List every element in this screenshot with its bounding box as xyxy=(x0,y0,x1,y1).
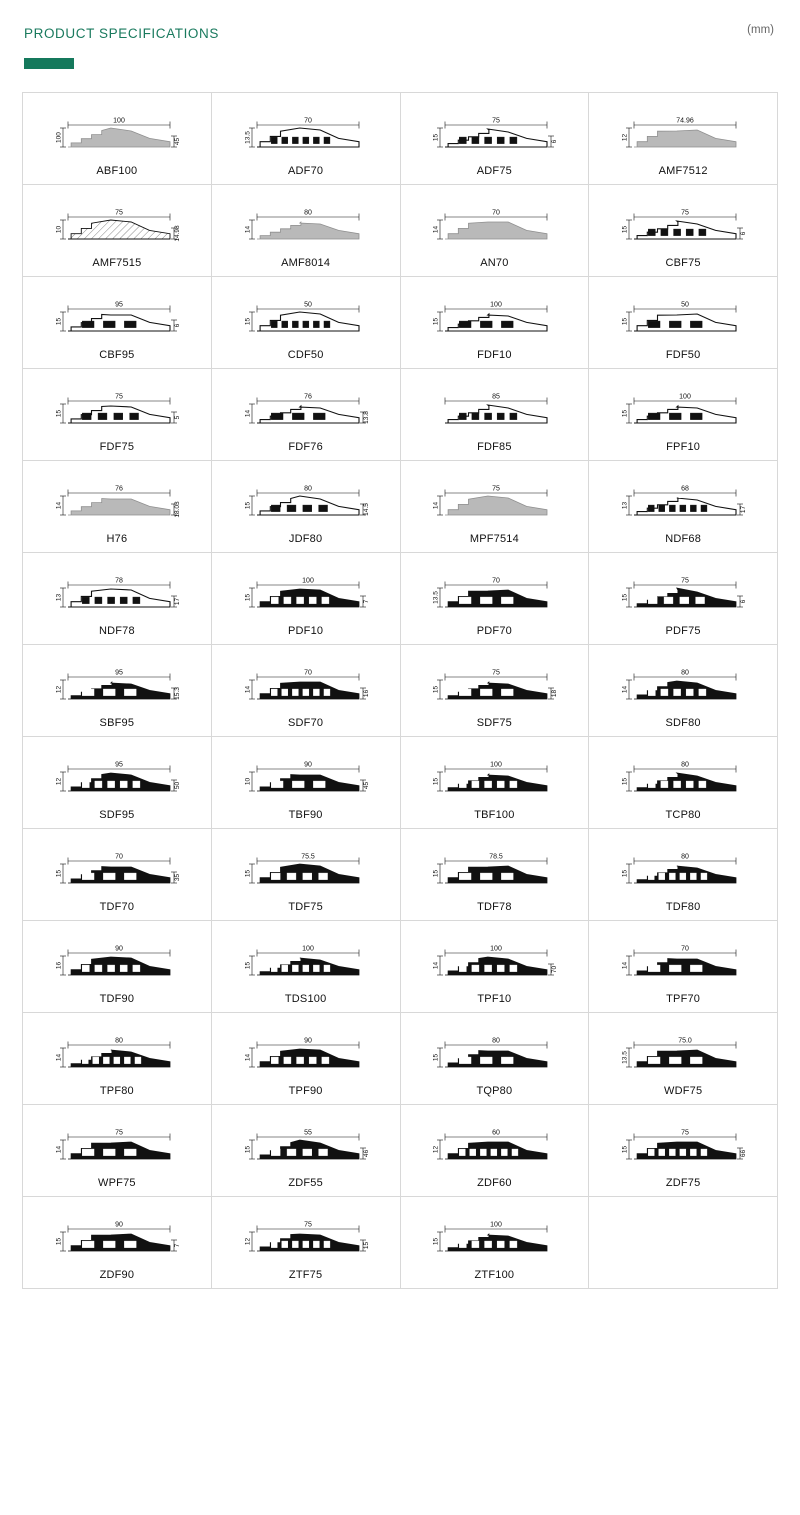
page-header xyxy=(0,0,800,92)
svg-text:13.5: 13.5 xyxy=(244,130,252,144)
product-code-label: TDF75 xyxy=(288,901,323,913)
svg-text:70: 70 xyxy=(303,117,312,124)
svg-text:75: 75 xyxy=(303,1221,312,1228)
product-cell xyxy=(23,369,212,461)
svg-text:14: 14 xyxy=(244,1053,252,1061)
svg-text:45: 45 xyxy=(362,781,370,789)
profile-diagram xyxy=(23,377,211,442)
product-code-label: H76 xyxy=(106,533,128,545)
profile-diagram xyxy=(589,193,777,258)
product-cell xyxy=(401,553,590,645)
profile-diagram xyxy=(401,561,589,626)
svg-text:17: 17 xyxy=(173,597,181,605)
profile-diagram xyxy=(589,377,777,442)
svg-text:15: 15 xyxy=(432,869,440,877)
product-cell xyxy=(589,553,778,645)
product-code-label: ZTF75 xyxy=(288,1269,323,1281)
svg-text:18.03: 18.03 xyxy=(173,500,181,518)
profile-diagram xyxy=(589,469,777,534)
product-cell xyxy=(401,369,590,461)
svg-text:16: 16 xyxy=(362,689,370,697)
product-code-label: ZDF75 xyxy=(665,1177,701,1189)
profile-diagram xyxy=(589,1021,777,1086)
svg-text:18: 18 xyxy=(551,689,559,697)
svg-text:6: 6 xyxy=(551,139,559,143)
svg-text:15: 15 xyxy=(55,409,63,417)
profile-diagram xyxy=(589,745,777,810)
svg-text:12: 12 xyxy=(55,777,63,785)
product-code-label: TDF78 xyxy=(477,901,512,913)
profile-diagram xyxy=(212,377,400,442)
product-cell xyxy=(589,1105,778,1197)
product-code-label: ZDF90 xyxy=(99,1269,135,1281)
svg-text:15: 15 xyxy=(244,593,252,601)
svg-text:80: 80 xyxy=(681,853,690,860)
product-code-label: SDF75 xyxy=(476,717,512,729)
svg-text:15: 15 xyxy=(432,317,440,325)
svg-text:15: 15 xyxy=(432,1053,440,1061)
svg-text:14: 14 xyxy=(55,501,63,509)
svg-text:100: 100 xyxy=(679,393,691,400)
profile-diagram xyxy=(212,193,400,258)
product-cell xyxy=(589,461,778,553)
svg-text:6: 6 xyxy=(740,231,748,235)
title-underline-bar xyxy=(24,58,74,69)
profile-diagram xyxy=(401,285,589,350)
profile-diagram xyxy=(23,193,211,258)
profile-diagram xyxy=(23,1113,211,1178)
svg-text:95: 95 xyxy=(114,669,123,676)
product-code-label: TBF100 xyxy=(474,809,515,821)
svg-text:13.5: 13.5 xyxy=(621,1050,629,1064)
svg-text:15: 15 xyxy=(432,1237,440,1245)
product-code-label: MPF7514 xyxy=(469,533,519,545)
product-cell xyxy=(212,1013,401,1105)
svg-text:80: 80 xyxy=(114,1037,123,1044)
product-cell xyxy=(212,1105,401,1197)
svg-text:14: 14 xyxy=(621,685,629,693)
svg-text:15: 15 xyxy=(55,1237,63,1245)
profile-diagram xyxy=(401,193,589,258)
product-cell xyxy=(401,461,590,553)
svg-text:76: 76 xyxy=(303,393,312,400)
svg-text:6: 6 xyxy=(173,323,181,327)
profile-diagram xyxy=(212,1113,400,1178)
product-cell xyxy=(23,1197,212,1289)
product-cell xyxy=(212,277,401,369)
svg-text:100: 100 xyxy=(490,1221,503,1228)
svg-text:7: 7 xyxy=(173,1243,181,1247)
svg-text:15: 15 xyxy=(432,133,440,141)
svg-text:15: 15 xyxy=(621,593,629,601)
product-cell xyxy=(23,277,212,369)
svg-text:15: 15 xyxy=(244,1145,252,1153)
product-code-label: NDF78 xyxy=(98,625,135,637)
svg-text:14.5: 14.5 xyxy=(362,502,370,516)
profile-diagram xyxy=(401,101,589,166)
svg-text:80: 80 xyxy=(492,1037,501,1044)
product-cell xyxy=(212,553,401,645)
product-code-label: PDF75 xyxy=(665,625,701,637)
product-cell xyxy=(401,185,590,277)
product-code-label: AMF8014 xyxy=(281,257,331,269)
product-code-label: TPF70 xyxy=(666,993,701,1005)
svg-text:75.5: 75.5 xyxy=(300,853,315,860)
svg-text:75: 75 xyxy=(681,577,690,584)
svg-text:10: 10 xyxy=(244,777,252,785)
svg-text:70: 70 xyxy=(492,209,501,216)
product-cell xyxy=(212,93,401,185)
product-cell xyxy=(212,185,401,277)
profile-diagram xyxy=(589,561,777,626)
svg-text:75.0: 75.0 xyxy=(678,1037,692,1044)
svg-text:15.3: 15.3 xyxy=(173,686,181,700)
profile-diagram xyxy=(23,469,211,534)
product-code-label: TPF90 xyxy=(288,1085,323,1097)
svg-text:15: 15 xyxy=(55,869,63,877)
profile-diagram xyxy=(401,1021,589,1086)
profile-diagram xyxy=(212,929,400,994)
product-code-label: WDF75 xyxy=(663,1085,703,1097)
svg-text:15: 15 xyxy=(621,1145,629,1153)
profile-diagram xyxy=(212,1021,400,1086)
product-cell xyxy=(401,737,590,829)
product-cell xyxy=(23,93,212,185)
svg-text:78.5: 78.5 xyxy=(489,853,504,860)
profile-diagram xyxy=(23,101,211,166)
product-cell xyxy=(589,93,778,185)
profile-diagram xyxy=(589,285,777,350)
svg-text:75: 75 xyxy=(114,209,123,216)
svg-text:13.8: 13.8 xyxy=(362,410,370,424)
svg-text:76: 76 xyxy=(114,485,123,492)
svg-text:75: 75 xyxy=(114,393,123,400)
product-cell xyxy=(589,921,778,1013)
profile-diagram xyxy=(401,1205,589,1270)
profile-diagram xyxy=(212,561,400,626)
product-cell xyxy=(23,1013,212,1105)
svg-text:17: 17 xyxy=(740,505,748,513)
svg-text:15: 15 xyxy=(55,317,63,325)
svg-text:100: 100 xyxy=(55,131,63,143)
product-cell xyxy=(589,829,778,921)
svg-text:15: 15 xyxy=(362,1241,370,1249)
page-title: PRODUCT SPECIFICATIONS xyxy=(24,26,219,41)
profile-diagram xyxy=(23,285,211,350)
profile-diagram xyxy=(401,745,589,810)
product-code-label: JDF80 xyxy=(288,533,323,545)
svg-text:70: 70 xyxy=(114,853,123,860)
product-code-label: FDF76 xyxy=(288,441,323,453)
svg-text:100: 100 xyxy=(113,117,125,124)
svg-text:75: 75 xyxy=(492,117,501,124)
svg-text:60: 60 xyxy=(492,1129,501,1136)
svg-text:50: 50 xyxy=(173,781,181,789)
svg-text:15: 15 xyxy=(244,317,252,325)
svg-text:14.98: 14.98 xyxy=(173,224,181,242)
svg-text:100: 100 xyxy=(490,301,503,308)
product-code-label: TCP80 xyxy=(665,809,701,821)
product-cell xyxy=(23,829,212,921)
profile-diagram xyxy=(401,837,589,902)
product-cell xyxy=(589,369,778,461)
product-cell xyxy=(589,645,778,737)
svg-text:75: 75 xyxy=(681,209,690,216)
product-cell xyxy=(212,1197,401,1289)
svg-text:13: 13 xyxy=(55,593,63,601)
svg-text:14: 14 xyxy=(432,225,440,233)
svg-text:15: 15 xyxy=(621,869,629,877)
product-code-label: FDF85 xyxy=(477,441,512,453)
product-cell xyxy=(212,829,401,921)
svg-text:95: 95 xyxy=(114,761,123,768)
svg-text:55: 55 xyxy=(303,1129,312,1136)
svg-text:14: 14 xyxy=(244,409,252,417)
product-code-label: ADF75 xyxy=(476,165,512,177)
svg-text:10: 10 xyxy=(55,225,63,233)
product-cell xyxy=(23,461,212,553)
product-grid xyxy=(22,92,778,1289)
profile-diagram xyxy=(401,469,589,534)
product-code-label: TPF10 xyxy=(477,993,512,1005)
profile-diagram xyxy=(23,929,211,994)
product-code-label: TBF90 xyxy=(288,809,323,821)
profile-diagram xyxy=(212,285,400,350)
svg-text:50: 50 xyxy=(681,301,690,308)
svg-text:12: 12 xyxy=(621,133,629,141)
profile-diagram xyxy=(589,837,777,902)
profile-diagram xyxy=(212,469,400,534)
product-code-label: TDF80 xyxy=(665,901,701,913)
product-code-label: FDF10 xyxy=(477,349,512,361)
product-code-label: AN70 xyxy=(480,257,509,269)
svg-text:75: 75 xyxy=(681,1129,690,1136)
product-code-label: ZTF100 xyxy=(474,1269,515,1281)
product-code-label: SDF80 xyxy=(665,717,701,729)
product-cell xyxy=(23,921,212,1013)
product-code-label: AMF7512 xyxy=(658,165,708,177)
product-code-label: FDF75 xyxy=(99,441,135,453)
product-code-label: WPF75 xyxy=(98,1177,136,1189)
svg-text:95: 95 xyxy=(114,301,123,308)
svg-text:6: 6 xyxy=(740,599,748,603)
product-cell xyxy=(212,369,401,461)
svg-text:75: 75 xyxy=(114,1129,123,1136)
svg-text:100: 100 xyxy=(301,577,314,584)
profile-diagram xyxy=(401,653,589,718)
svg-text:70: 70 xyxy=(492,577,501,584)
svg-text:5: 5 xyxy=(173,415,181,419)
svg-text:12: 12 xyxy=(55,685,63,693)
svg-text:15: 15 xyxy=(244,869,252,877)
product-cell xyxy=(589,1013,778,1105)
svg-text:75: 75 xyxy=(492,669,501,676)
profile-diagram xyxy=(589,929,777,994)
product-code-label: ABF100 xyxy=(96,165,138,177)
svg-text:12: 12 xyxy=(432,1145,440,1153)
svg-text:14: 14 xyxy=(432,501,440,509)
svg-text:14: 14 xyxy=(55,1053,63,1061)
product-cell xyxy=(401,829,590,921)
profile-diagram xyxy=(23,1021,211,1086)
product-code-label: ZDF55 xyxy=(288,1177,323,1189)
svg-text:80: 80 xyxy=(303,485,312,492)
product-code-label: SDF95 xyxy=(99,809,135,821)
product-code-label: TDS100 xyxy=(284,993,327,1005)
profile-diagram xyxy=(401,1113,589,1178)
svg-text:68: 68 xyxy=(681,485,690,492)
product-cell xyxy=(212,737,401,829)
profile-diagram xyxy=(212,101,400,166)
product-code-label: PDF10 xyxy=(288,625,324,637)
svg-text:100: 100 xyxy=(490,761,503,768)
svg-text:14: 14 xyxy=(621,961,629,969)
profile-diagram xyxy=(589,101,777,166)
profile-diagram xyxy=(212,653,400,718)
product-cell xyxy=(212,461,401,553)
svg-text:14: 14 xyxy=(244,685,252,693)
profile-diagram xyxy=(23,561,211,626)
svg-text:90: 90 xyxy=(303,761,312,768)
product-cell xyxy=(401,93,590,185)
svg-text:13: 13 xyxy=(621,501,629,509)
svg-text:15: 15 xyxy=(432,685,440,693)
svg-text:66: 66 xyxy=(740,1149,748,1157)
product-cell xyxy=(401,921,590,1013)
svg-text:80: 80 xyxy=(303,209,312,216)
svg-text:15: 15 xyxy=(244,961,252,969)
product-code-label: CBF95 xyxy=(99,349,135,361)
product-code-label: ADF70 xyxy=(288,165,324,177)
svg-text:90: 90 xyxy=(114,945,123,952)
svg-text:15: 15 xyxy=(432,777,440,785)
svg-text:80: 80 xyxy=(681,761,690,768)
product-cell xyxy=(401,645,590,737)
svg-text:14: 14 xyxy=(244,225,252,233)
product-code-label: AMF7515 xyxy=(92,257,142,269)
product-cell xyxy=(212,645,401,737)
product-code-label: TDF90 xyxy=(99,993,135,1005)
product-cell xyxy=(401,277,590,369)
profile-diagram xyxy=(212,837,400,902)
svg-text:14: 14 xyxy=(432,961,440,969)
svg-text:35: 35 xyxy=(173,873,181,881)
product-cell xyxy=(23,645,212,737)
product-cell xyxy=(589,277,778,369)
svg-text:15: 15 xyxy=(244,501,252,509)
product-code-label: CBF75 xyxy=(665,257,701,269)
svg-text:12: 12 xyxy=(244,1237,252,1245)
svg-text:70: 70 xyxy=(681,945,690,952)
profile-diagram xyxy=(589,1113,777,1178)
svg-text:85: 85 xyxy=(492,393,501,400)
product-cell xyxy=(589,737,778,829)
svg-text:70: 70 xyxy=(303,669,312,676)
profile-diagram xyxy=(212,745,400,810)
profile-diagram xyxy=(589,653,777,718)
svg-text:100: 100 xyxy=(490,945,503,952)
svg-text:15: 15 xyxy=(621,317,629,325)
product-code-label: SBF95 xyxy=(99,717,135,729)
svg-text:15: 15 xyxy=(621,225,629,233)
profile-diagram xyxy=(401,929,589,994)
svg-text:45: 45 xyxy=(173,137,181,145)
svg-text:90: 90 xyxy=(303,1037,312,1044)
product-cell xyxy=(23,737,212,829)
product-cell-empty xyxy=(589,1197,778,1289)
profile-diagram xyxy=(401,377,589,442)
product-cell xyxy=(23,553,212,645)
product-code-label: NDF68 xyxy=(665,533,702,545)
product-cell xyxy=(589,185,778,277)
product-cell xyxy=(23,1105,212,1197)
product-cell xyxy=(212,921,401,1013)
svg-text:46: 46 xyxy=(362,1149,370,1157)
svg-text:14: 14 xyxy=(55,1145,63,1153)
svg-text:7: 7 xyxy=(362,599,370,603)
product-code-label: ZDF60 xyxy=(477,1177,512,1189)
product-code-label: CDF50 xyxy=(287,349,324,361)
svg-text:13.5: 13.5 xyxy=(432,590,440,604)
product-code-label: TDF70 xyxy=(99,901,135,913)
product-code-label: SDF70 xyxy=(288,717,324,729)
profile-diagram xyxy=(212,1205,400,1270)
profile-diagram xyxy=(23,837,211,902)
product-cell xyxy=(401,1105,590,1197)
profile-diagram xyxy=(23,653,211,718)
product-cell xyxy=(23,185,212,277)
svg-text:78: 78 xyxy=(114,577,123,584)
product-cell xyxy=(401,1013,590,1105)
unit-label: (mm) xyxy=(747,24,774,36)
svg-text:75: 75 xyxy=(492,485,501,492)
svg-text:15: 15 xyxy=(621,409,629,417)
product-code-label: PDF70 xyxy=(476,625,512,637)
svg-text:80: 80 xyxy=(681,669,690,676)
profile-diagram xyxy=(23,1205,211,1270)
product-code-label: TPF80 xyxy=(99,1085,134,1097)
svg-text:74.96: 74.96 xyxy=(676,117,694,124)
svg-text:100: 100 xyxy=(301,945,314,952)
svg-text:16: 16 xyxy=(55,961,63,969)
svg-text:50: 50 xyxy=(303,301,312,308)
product-code-label: FDF50 xyxy=(665,349,701,361)
svg-text:90: 90 xyxy=(114,1221,123,1228)
svg-text:70: 70 xyxy=(551,965,559,973)
product-code-label: TQP80 xyxy=(476,1085,513,1097)
product-cell xyxy=(401,1197,590,1289)
profile-diagram xyxy=(23,745,211,810)
svg-text:15: 15 xyxy=(621,777,629,785)
product-code-label: FPF10 xyxy=(666,441,701,453)
